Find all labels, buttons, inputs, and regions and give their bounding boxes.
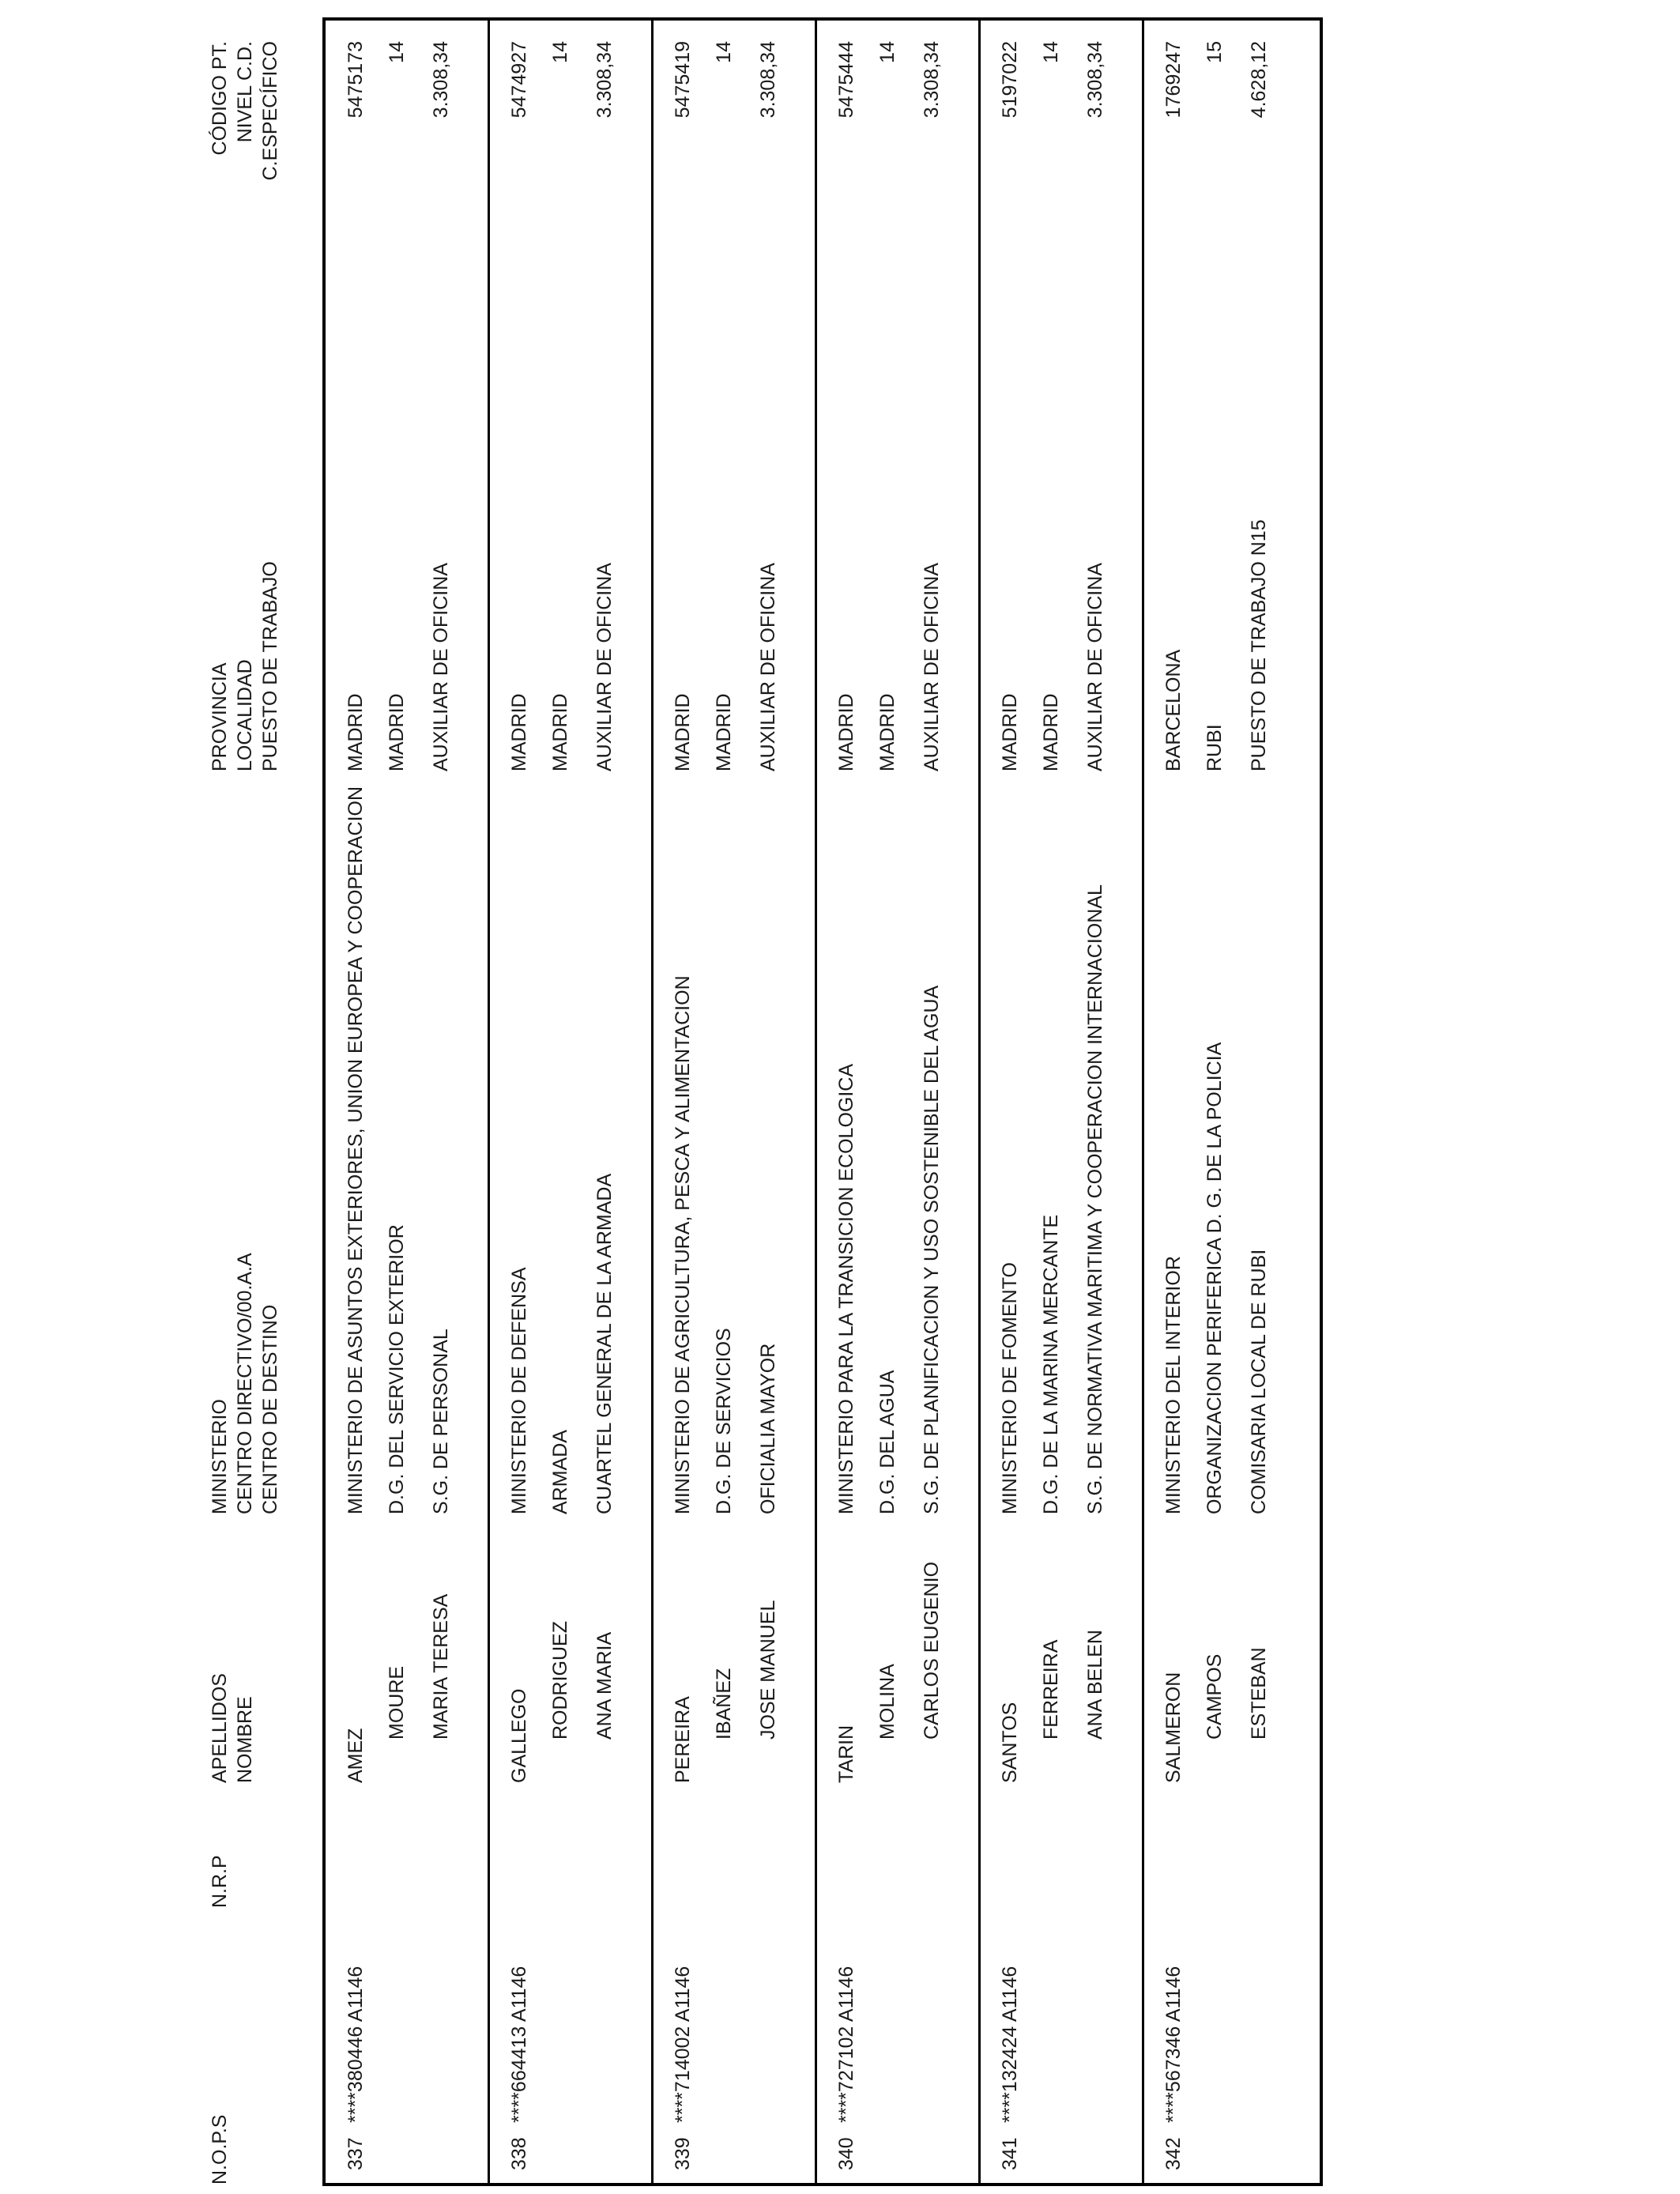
cell-puesto: AUXILIAR DE OFICINA	[593, 563, 616, 771]
cell-nops: 337	[345, 2137, 367, 2170]
cell-nombre: ANA MARIA	[593, 1631, 616, 1740]
table-frame	[322, 17, 1323, 2186]
header-nrp	[207, 1855, 232, 1908]
cell-nrp: ****664413 A1146	[508, 1966, 530, 2123]
cell-provincia: MADRID	[835, 693, 857, 771]
header-ministerio	[207, 1253, 283, 1514]
cell-nivel: 14	[386, 41, 408, 63]
cell-especifico: 3.308,34	[1084, 41, 1106, 119]
cell-apellido2: MOLINA	[876, 1664, 898, 1740]
cell-puesto: AUXILIAR DE OFICINA	[757, 563, 779, 771]
cell-nombre: JOSE MANUEL	[757, 1600, 779, 1740]
cell-apellido1: SANTOS	[999, 1702, 1021, 1783]
cell-especifico: 4.628,12	[1248, 41, 1270, 119]
cell-apellido1: PEREIRA	[672, 1696, 694, 1783]
cell-nops: 341	[999, 2137, 1021, 2170]
cell-puesto: AUXILIAR DE OFICINA	[430, 563, 452, 771]
cell-codigo: 5474927	[508, 41, 530, 119]
header-nops	[207, 2115, 232, 2185]
header-codigo-label: CÓDIGO PT.	[209, 41, 231, 156]
cell-puesto: PUESTO DE TRABAJO N15	[1248, 519, 1270, 771]
header-nops-label: N.O.P.S	[209, 2114, 231, 2185]
cell-nivel: 15	[1203, 41, 1226, 63]
cell-especifico: 3.308,34	[430, 41, 452, 119]
cell-provincia: MADRID	[345, 693, 367, 771]
cell-localidad: MADRID	[713, 693, 735, 771]
header-centro-destino-label: CENTRO DE DESTINO	[259, 1304, 281, 1514]
cell-localidad: RUBI	[1203, 724, 1226, 771]
header-apellidos-label: APELLIDOS	[209, 1673, 231, 1783]
cell-ministerio: MINISTERIO DE ASUNTOS EXTERIORES, UNION EUROPEA Y COOPERACION	[345, 786, 367, 1514]
header-nivel-label: NIVEL C.D.	[234, 41, 256, 143]
cell-especifico: 3.308,34	[593, 41, 616, 119]
cell-nivel: 14	[1040, 41, 1062, 63]
header-ministerio-label: MINISTERIO	[209, 1399, 231, 1514]
cell-apellido2: FERREIRA	[1040, 1639, 1062, 1740]
cell-nivel: 14	[876, 41, 898, 63]
cell-nombre: ANA BELEN	[1084, 1630, 1106, 1740]
cell-nombre: MARIA TERESA	[430, 1593, 452, 1740]
cell-nrp: ****132424 A1146	[999, 1966, 1021, 2123]
cell-apellido1: TARIN	[835, 1725, 857, 1783]
cell-puesto: AUXILIAR DE OFICINA	[1084, 563, 1106, 771]
row-separator	[651, 17, 654, 2186]
cell-nombre: CARLOS EUGENIO	[921, 1561, 943, 1740]
cell-ministerio: MINISTERIO DEL INTERIOR	[1162, 1256, 1185, 1514]
cell-apellido1: SALMERON	[1162, 1672, 1185, 1783]
cell-centro-destino: OFICIALIA MAYOR	[757, 1343, 779, 1514]
cell-centro-directivo: D.G. DE SERVICIOS	[713, 1328, 735, 1514]
cell-nrp: ****714002 A1146	[672, 1966, 694, 2123]
cell-apellido2: RODRIGUEZ	[549, 1621, 571, 1740]
cell-ministerio: MINISTERIO DE AGRICULTURA, PESCA Y ALIMENTACION	[672, 975, 694, 1514]
cell-nops: 340	[835, 2137, 857, 2170]
cell-apellido2: MOURE	[386, 1665, 408, 1740]
header-nrp-label: N.R.P	[209, 1855, 231, 1908]
row-separator	[978, 17, 981, 2186]
header-codigo	[207, 41, 283, 226]
header-localidad-label: LOCALIDAD	[234, 659, 256, 771]
cell-nops: 342	[1162, 2137, 1185, 2170]
cell-centro-directivo: D.G. DEL SERVICIO EXTERIOR	[386, 1224, 408, 1514]
row-separator	[1142, 17, 1144, 2186]
cell-centro-destino: CUARTEL GENERAL DE LA ARMADA	[593, 1173, 616, 1514]
cell-nivel: 14	[713, 41, 735, 63]
cell-apellido2: IBAÑEZ	[713, 1668, 735, 1740]
cell-codigo: 5197022	[999, 41, 1021, 119]
cell-centro-directivo: ORGANIZACION PERIFERICA D. G. DE LA POLICIA	[1203, 1042, 1226, 1514]
row-separator	[815, 17, 817, 2186]
cell-localidad: MADRID	[1040, 693, 1062, 771]
cell-centro-directivo: D.G. DE LA MARINA MERCANTE	[1040, 1214, 1062, 1514]
cell-especifico: 3.308,34	[757, 41, 779, 119]
cell-puesto: AUXILIAR DE OFICINA	[921, 563, 943, 771]
cell-codigo: 5475419	[672, 41, 694, 119]
header-puesto-label: PUESTO DE TRABAJO	[259, 561, 281, 771]
cell-centro-destino: S.G. DE PLANIFICACION Y USO SOSTENIBLE DEL AGUA	[921, 985, 943, 1514]
cell-codigo: 5475173	[345, 41, 367, 119]
cell-ministerio: MINISTERIO DE DEFENSA	[508, 1267, 530, 1514]
cell-provincia: BARCELONA	[1162, 649, 1185, 771]
cell-nrp: ****727102 A1146	[835, 1966, 857, 2123]
cell-localidad: MADRID	[386, 693, 408, 771]
cell-provincia: MADRID	[999, 693, 1021, 771]
cell-especifico: 3.308,34	[921, 41, 943, 119]
header-provincia	[207, 561, 283, 771]
cell-centro-destino: S.G. DE NORMATIVA MARITIMA Y COOPERACION INTERNACIONAL	[1084, 884, 1106, 1514]
cell-nrp: ****567346 A1146	[1162, 1966, 1185, 2123]
cell-nops: 338	[508, 2137, 530, 2170]
header-apellidos	[207, 1673, 258, 1783]
cell-centro-destino: S.G. DE PERSONAL	[430, 1329, 452, 1514]
cell-centro-directivo: ARMADA	[549, 1430, 571, 1514]
header-provincia-label: PROVINCIA	[209, 662, 231, 771]
cell-nrp: ****380446 A1146	[345, 1966, 367, 2123]
cell-apellido1: GALLEGO	[508, 1688, 530, 1783]
header-especifico-label: C.ESPECÍFICO	[259, 41, 281, 181]
cell-apellido1: AMEZ	[345, 1728, 367, 1783]
cell-nivel: 14	[549, 41, 571, 63]
cell-localidad: MADRID	[549, 693, 571, 771]
cell-provincia: MADRID	[672, 693, 694, 771]
cell-localidad: MADRID	[876, 693, 898, 771]
cell-ministerio: MINISTERIO PARA LA TRANSICION ECOLOGICA	[835, 1063, 857, 1514]
header-nombre-label: NOMBRE	[234, 1696, 256, 1783]
cell-centro-directivo: D.G. DEL AGUA	[876, 1370, 898, 1514]
cell-nops: 339	[672, 2137, 694, 2170]
row-separator	[488, 17, 490, 2186]
header-centro-directivo-label: CENTRO DIRECTIVO/00.A.A	[234, 1253, 256, 1514]
cell-ministerio: MINISTERIO DE FOMENTO	[999, 1262, 1021, 1514]
cell-codigo: 5475444	[835, 41, 857, 119]
cell-centro-destino: COMISARIA LOCAL DE RUBI	[1248, 1249, 1270, 1514]
cell-nombre: ESTEBAN	[1248, 1647, 1270, 1740]
cell-provincia: MADRID	[508, 693, 530, 771]
cell-codigo: 1769247	[1162, 41, 1185, 119]
cell-apellido2: CAMPOS	[1203, 1653, 1226, 1740]
